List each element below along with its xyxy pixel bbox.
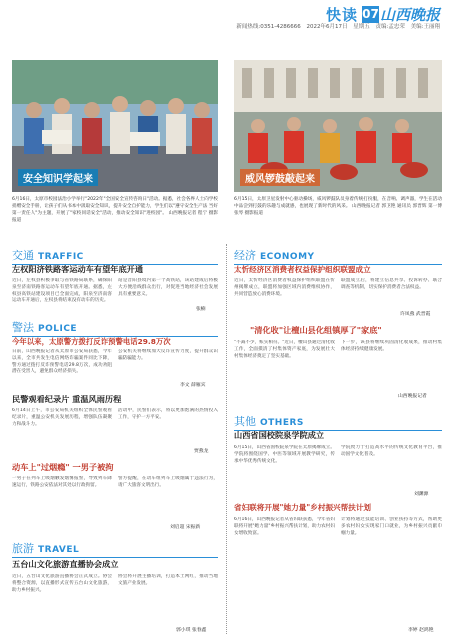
section-head-others bbox=[234, 413, 442, 431]
headline-police-smoking: 动车上"过烟瘾" 一男子被拘 bbox=[12, 462, 114, 472]
section-head-travel bbox=[12, 540, 218, 558]
section-others-en: OTHERS bbox=[260, 418, 304, 428]
body-others-academy-right: 学院致力于打造高水平的传统文化教育平台，推动国学文化普及。 bbox=[341, 445, 442, 457]
masthead bbox=[0, 0, 450, 32]
byline-economy-consumer: 许凤燕 武晋霞 bbox=[400, 312, 431, 317]
body-others-women-left: 6月16日，山西晚报记者从省妇联获悉，今年省妇联将开展"她力量"乡村振兴帮扶计划，助力农村妇女增收致富。 bbox=[234, 517, 335, 536]
byline-police-fraud: 李文 薛雁宾 bbox=[180, 383, 206, 388]
byline-economy-assets: 山西晚报记者 bbox=[398, 394, 427, 399]
body-police-documentary-right: 活动中，民警们表示，将以更加饱满的热情投入工作，守护一方平安。 bbox=[118, 408, 218, 420]
section-others-cn: 其他 bbox=[234, 415, 256, 428]
photo-drum-event bbox=[234, 60, 442, 192]
photo-safety-event bbox=[12, 60, 218, 192]
headline-traffic: 左权阳济铁路客运动车有望年底开通 bbox=[12, 264, 144, 274]
section-police-cn: 警法 bbox=[12, 321, 34, 334]
headline-travel: 五台山文化旅游直播协会成立 bbox=[12, 559, 119, 569]
section-head-traffic bbox=[12, 247, 218, 265]
body-traffic-left: 近日，左权县积极争取与省铁路局联系，确保阳泉至济南铁路客运动车有望年底开通。据悉，左权县高铁站建设项目已全面完成，阳泉至济南客运动车开通后，左权县将结束没有动车的历史。 bbox=[12, 278, 112, 304]
byline-others-academy: 刘渊源 bbox=[414, 492, 429, 497]
byline-others-women: 李婷 赵鸿艳 bbox=[408, 628, 434, 633]
section-economy-en: ECONOMY bbox=[260, 252, 315, 262]
photo-left-caption: 6月16日，太原市校园法治小学举行"2022年"全国安全宣传咨询日"活动。据悉，社会各界人士向学校捐赠安全手册，让孩子们从书本中汲取安全知识，提升安全自护能力，学生们以"遵守安全生产法 当好第一责任人"为主题，开展了"家校同话安全"活动，推动安全知识"进校园"。 山西晚报记者 程宁 摄影报道 bbox=[12, 197, 218, 223]
hotline: 新闻热线:0351-4286666 bbox=[236, 24, 301, 30]
weekday: 星期五 bbox=[353, 24, 370, 30]
headline-police-documentary: 民警观看纪录片 重温风雨历程 bbox=[12, 394, 122, 404]
masthead-info bbox=[232, 22, 440, 30]
body-economy-assets-left: "不减不少，账实相符。"近日，檀山县通过清化收工作，全面摸清了村集体资产家底，为发展壮大村集体经济奠定了坚实基础。 bbox=[234, 340, 335, 359]
section-head-police bbox=[12, 319, 218, 337]
headline-others-academy: 山西省国校院泉学院成立 bbox=[234, 430, 325, 440]
designer: 美编:王丽翔 bbox=[410, 24, 440, 30]
byline-police-smoking: 刘启超 宋振新 bbox=[170, 525, 201, 530]
body-economy-consumer-left: 近日，太忻经济区消费者权益保护组织联盟在忻州揭牌成立，联盟将加强区域内消费维权协作，共同营造放心消费环境。 bbox=[234, 278, 335, 297]
section-label: 快读 bbox=[325, 6, 358, 24]
body-police-fraud-right: 公安机关将继续加大反诈宣传力度，提升群众识骗防骗能力。 bbox=[118, 349, 218, 361]
body-travel-left: 近日，五台山文化旅游直播协会正式成立。协会将整合资源，以直播形式宣传五台山文化旅游，助力乡村振兴。 bbox=[12, 574, 112, 593]
section-economy-cn: 经济 bbox=[234, 249, 256, 262]
body-traffic-right: 站是昔阳县境内第一个高铁站，该站建成后将极大方便沿线群众出行，对促进当地经济社会发展具有重要意义。 bbox=[118, 278, 218, 297]
newspaper-name: 山西晚报 bbox=[379, 6, 440, 24]
section-travel-en: TRAVEL bbox=[38, 545, 80, 555]
section-head-economy bbox=[234, 247, 442, 265]
body-police-documentary-left: 6月14日上午，市公安局机关组织全体民警观看纪录片，重温公安机关发展历程，增强队伍凝聚力和战斗力。 bbox=[12, 408, 112, 427]
body-police-smoking-right: 警方提醒，在动车组列车上吸烟属于违法行为，请广大旅客文明出行。 bbox=[118, 476, 218, 488]
body-police-fraud-left: 日前，山西晚报记者从太原市公安局获悉，今年以来，全市共发生电信网络诈骗案件同比下降，警方通过拨打反诈预警电话29.8万次，成功劝阻潜在受害人，避免群众经济损失。 bbox=[12, 349, 112, 375]
byline-traffic: 张楠 bbox=[196, 307, 206, 312]
headline-economy-assets: "清化收"让檀山县化组镇厚了"家底" bbox=[250, 325, 382, 335]
body-travel-right: 协会将开展主播培训，打造本土网红，推动当地文旅产业发展。 bbox=[118, 574, 218, 586]
body-economy-consumer-right: 联盟成立后，将建立信息共享、投诉转办、联合调查等机制，切实保护消费者合法权益。 bbox=[341, 278, 442, 290]
body-others-women-right: 计划将通过技能培训、创业扶持等方式，帮助更多农村妇女实现家门口就业，为乡村振兴贡献巾帼力量。 bbox=[341, 517, 442, 536]
page-number: 07 bbox=[362, 7, 379, 21]
body-police-smoking-left: 一男子在列车上吸烟触发烟雾报警，导致列车降速运行，铁路公安依法对其处以行政拘留。 bbox=[12, 476, 112, 488]
section-travel-cn: 旅游 bbox=[12, 542, 34, 555]
section-police-en: POLICE bbox=[38, 324, 78, 334]
byline-police-documentary: 贾燕龙 bbox=[194, 449, 209, 454]
body-others-academy-left: 6月15日，山西省国校院泉学院在太原揭牌成立。学院将围绕国学、中医等领域开展教学研究，传承中华优秀传统文化。 bbox=[234, 445, 335, 464]
column-divider bbox=[226, 244, 227, 634]
headline-police-fraud: 今年以来，太原警方拨打反诈预警电话29.8万次 bbox=[12, 337, 171, 346]
section-traffic-en: TRAFFIC bbox=[38, 252, 84, 262]
editor: 责编:孟忠荣 bbox=[375, 24, 405, 30]
body-economy-assets-right: 下一步，该县将继续巩固清化收成果，推动村集体经济持续健康发展。 bbox=[341, 340, 442, 352]
photo-left-overlay-title: 安全知识学起来 bbox=[18, 169, 98, 186]
headline-others-women: 省妇联将开展"她力量"乡村振兴帮扶计划 bbox=[234, 503, 372, 512]
section-traffic-cn: 交通 bbox=[12, 249, 34, 262]
byline-travel: 郭小琪 张春鑫 bbox=[176, 628, 207, 633]
date: 2022年6月17日 bbox=[306, 24, 348, 30]
photo-right-caption: 6月15日，太原卫星发射中心驱动操场，威风锣鼓队员身着传统打扮服，在音响、调声器，学生在活动中品尝到打鼓的乐趣与成就感，也展现了新时代的风采。 山西晚报记者 郭卫艳 通讯员 郭晋辉 第一博 张琴 摄影报道 bbox=[234, 197, 442, 216]
photo-right-overlay-title: 威风锣鼓敲起来 bbox=[240, 169, 320, 186]
headline-economy-consumer: 太忻经济区消费者权益保护组织联盟成立 bbox=[234, 265, 371, 274]
